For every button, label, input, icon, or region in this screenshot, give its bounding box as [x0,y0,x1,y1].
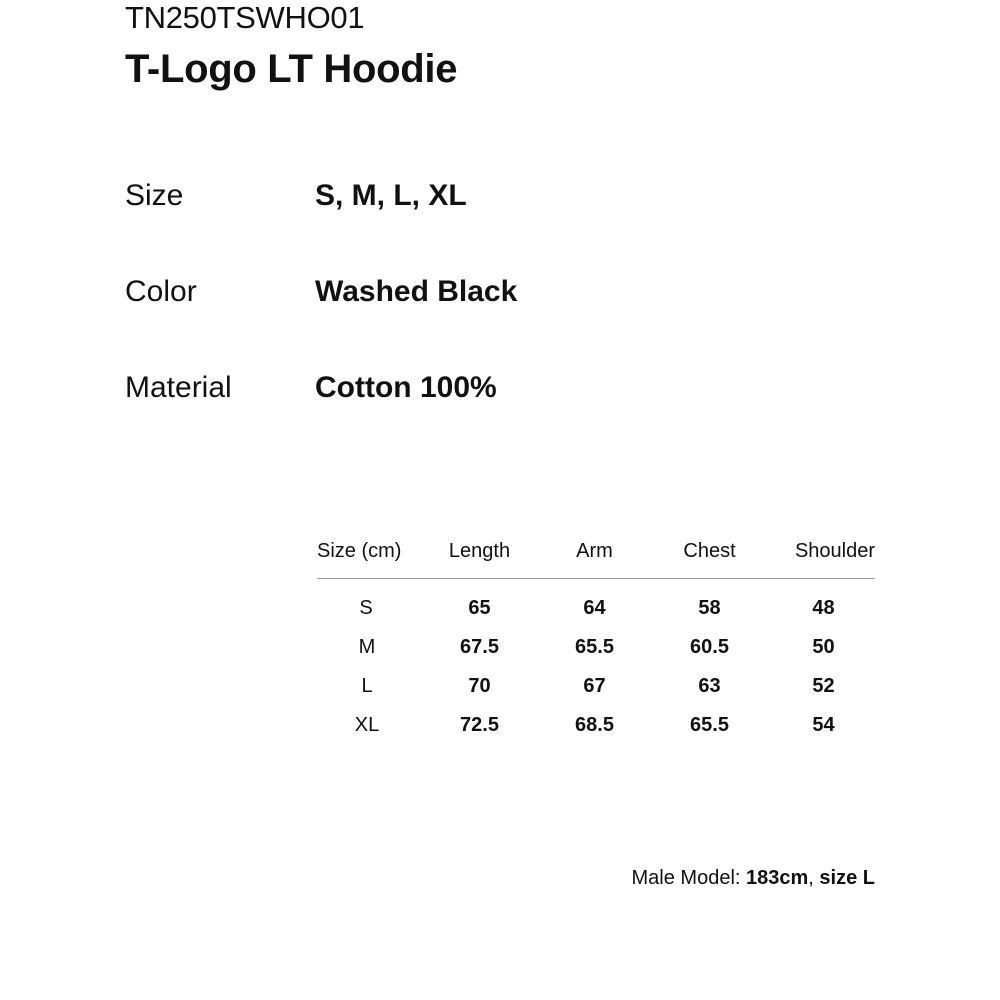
spec-row-material [125,368,825,408]
shoulder-cell: 52 [812,675,835,697]
size-cell: L [361,675,373,697]
spec-row-color [125,272,825,312]
spec-row-size [125,176,825,216]
model-info-label: Male Model: [631,867,741,889]
chest-cell: 58 [698,597,721,619]
column-header-length: Length [417,532,542,579]
size-cell: S [359,597,373,619]
shoulder-cell: 54 [812,714,835,736]
model-size: size L [819,867,875,889]
shoulder-cell: 48 [812,597,835,619]
length-cell: 72.5 [460,714,499,736]
arm-cell: 64 [583,597,606,619]
model-height: 183cm [746,867,809,889]
product-title: T-Logo LT Hoodie [125,47,458,91]
spec-label: Color [125,275,197,308]
arm-cell: 68.5 [575,714,614,736]
spec-value: Washed Black [315,275,518,308]
model-info-separator: , [808,867,814,889]
spec-label: Size [125,179,184,212]
table-row [317,706,875,745]
size-cell: XL [354,714,380,736]
column-header-shoulder: Shoulder [772,532,875,579]
column-header-size: Size (cm) [317,532,417,579]
column-header-chest: Chest [647,532,772,579]
spec-value: Cotton 100% [315,371,497,404]
chest-cell: 63 [698,675,721,697]
spec-label: Material [125,371,232,404]
product-code: TN250TSWHO01 [125,0,365,35]
length-cell: 70 [468,675,491,697]
size-cell: M [358,636,376,658]
arm-cell: 65.5 [575,636,614,658]
length-cell: 67.5 [460,636,499,658]
shoulder-cell: 50 [812,636,835,658]
arm-cell: 67 [583,675,606,697]
chest-cell: 65.5 [690,714,729,736]
model-info [632,864,875,892]
column-header-arm: Arm [542,532,647,579]
table-header-row [317,532,875,579]
chest-cell: 60.5 [690,636,729,658]
size-chart-table [317,532,875,745]
table-row [317,628,875,667]
length-cell: 65 [468,597,491,619]
table-row [317,579,875,629]
table-row [317,667,875,706]
spec-value: S, M, L, XL [315,179,467,212]
